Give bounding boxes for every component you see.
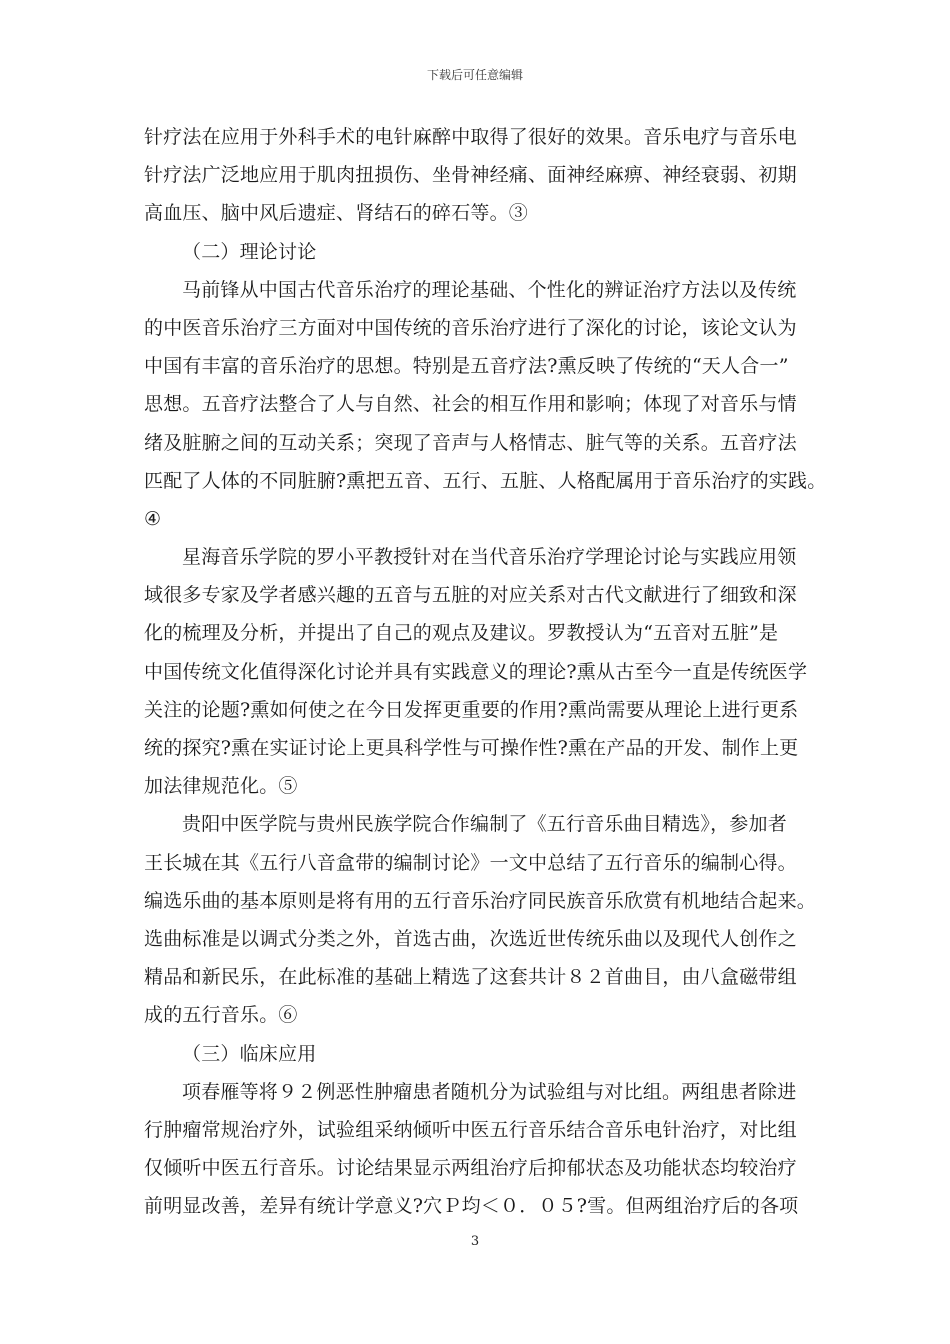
text-line: 统的探究?熏在实证讨论上更具科学性与可操作性?熏在产品的开发、制作上更 <box>144 737 799 759</box>
text-line: 针疗法在应用于外科手术的电针麻醉中取得了很好的效果。音乐电疗与音乐电 <box>144 126 797 148</box>
text-line: 贵阳中医学院与贵州民族学院合作编制了《五行音乐曲目精选》，参加者 <box>182 813 787 836</box>
text-line: 王长城在其《五行八音盒带的编制讨论》一文中总结了五行音乐的编制心得。 <box>144 851 797 874</box>
page-number: 3 <box>470 1234 480 1249</box>
text-line: 域很多专家及学者感兴趣的五音与五脏的对应关系对古代文献进行了细致和深 <box>144 584 797 607</box>
text-line: 的中医音乐治疗三方面对中国传统的音乐治疗进行了深化的讨论，该论文认为 <box>144 316 797 339</box>
paragraph <box>144 1073 816 1226</box>
text-line: 成的五行音乐。⑥ <box>144 1004 298 1027</box>
section-heading <box>144 1035 816 1073</box>
page-header: 下载后可任意编辑 <box>426 68 523 82</box>
text-line: 思想。五音疗法整合了人与自然、社会的相互作用和影响；体现了对音乐与情 <box>144 393 797 416</box>
section-heading <box>144 233 816 271</box>
text-line: 前明显改善，差异有统计学意义?穴Ｐ均＜０．０５?雪。但两组治疗后的各项 <box>144 1195 799 1218</box>
text-line: 选曲标准是以调式分类之外，首选古曲，次选近世传统乐曲以及现代人创作之 <box>144 927 797 950</box>
text-line: （三）临床应用 <box>182 1042 317 1065</box>
text-line: 中国传统文化值得深化讨论并具有实践意义的理论?熏从古至今一直是传统医学 <box>144 660 808 683</box>
text-line: （二）理论讨论 <box>182 240 317 263</box>
text-line: 绪及脏腑之间的互动关系；突现了音声与人格情志、脏气等的关系。五音疗法 <box>144 431 797 454</box>
paragraph <box>144 805 816 1034</box>
document-body <box>144 118 827 1225</box>
paragraph <box>144 118 816 233</box>
text-line: 仅倾听中医五行音乐。讨论结果显示两组治疗后抑郁状态及功能状态均较治疗 <box>144 1157 797 1180</box>
text-line: 化的梳理及分析，并提出了自己的观点及建议。罗教授认为“五音对五脏”是 <box>144 622 779 645</box>
text-line: 马前锋从中国古代音乐治疗的理论基础、个性化的辨证治疗方法以及传统 <box>182 278 797 301</box>
text-line: 加法律规范化。⑤ <box>144 775 298 798</box>
text-line: 行肿瘤常规治疗外，试验组采纳倾听中医五行音乐结合音乐电针治疗，对比组 <box>144 1118 797 1141</box>
text-line: ④ <box>144 507 162 530</box>
text-line: 中国有丰富的音乐治疗的思想。特别是五音疗法?熏反映了传统的“天人合一” <box>144 355 789 378</box>
text-line: 针疗法广泛地应用于肌肉扭损伤、坐骨神经痛、面神经麻痹、神经衰弱、初期 <box>144 164 797 187</box>
paragraph <box>144 271 827 538</box>
text-line: 匹配了人体的不同脏腑?熏把五音、五行、五脏、人格配属用于音乐治疗的实践。 <box>144 469 827 492</box>
text-line: 精品和新民乐，在此标准的基础上精选了这套共计８２首曲目，由八盒磁带组 <box>144 966 797 989</box>
text-line: 星海音乐学院的罗小平教授针对在当代音乐治疗学理论讨论与实践应用领 <box>182 546 797 569</box>
text-line: 编选乐曲的基本原则是将有用的五行音乐治疗同民族音乐欣赏有机地结合起来。 <box>144 889 817 912</box>
text-line: 高血压、脑中风后遗症、肾结石的碎石等。③ <box>144 202 529 225</box>
paragraph <box>144 538 816 805</box>
text-line: 项春雁等将９２例恶性肿瘤患者随机分为试验组与对比组。两组患者除进 <box>182 1080 797 1103</box>
text-line: 关注的论题?熏如何使之在今日发挥更重要的作用?熏尚需要从理论上进行更系 <box>144 698 799 721</box>
